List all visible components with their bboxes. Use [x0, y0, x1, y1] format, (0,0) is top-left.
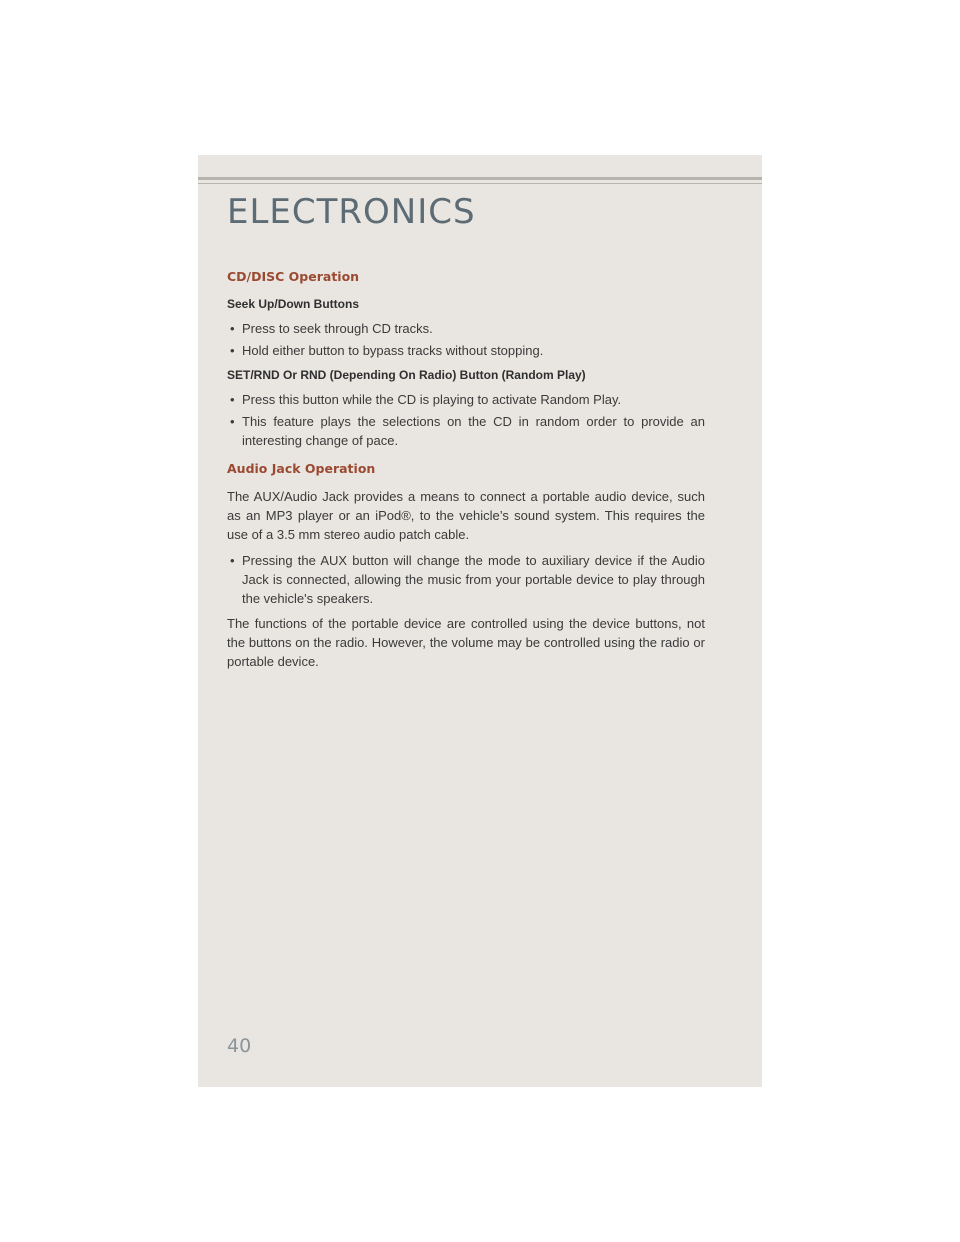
audio-jack-intro: The AUX/Audio Jack provides a means to connect a portable audio device, such as an MP3 player or an iPod®, to the vehicle’s sound system. This requires the use of a 3.5 mm stereo audio patch cable. [227, 489, 705, 542]
list-item [227, 412, 705, 450]
list-item [227, 319, 705, 338]
bullet-list-random [227, 390, 705, 450]
list-item-text: Hold either button to bypass tracks without stopping. [242, 343, 544, 358]
section-title: ELECTRONICS [227, 192, 476, 232]
bullet-icon: • [230, 321, 235, 336]
heading-cd-disc-operation: CD/DISC Operation [227, 269, 360, 284]
bullet-icon: • [230, 392, 235, 407]
subheading-random-play: SET/RND Or RND (Depending On Radio) Button (Random Play) [227, 368, 586, 382]
manual-page [198, 155, 762, 1087]
header-rule-thin [198, 183, 762, 184]
list-item-text: This feature plays the selections on the CD in random order to provide an interesting change of pace. [242, 414, 705, 448]
list-item [227, 390, 705, 409]
heading-audio-jack-operation: Audio Jack Operation [227, 461, 376, 476]
subheading-seek-buttons: Seek Up/Down Buttons [227, 297, 360, 311]
bullet-list-seek [227, 319, 705, 360]
list-item [227, 551, 705, 608]
bullet-icon: • [230, 553, 235, 568]
list-item-text: Pressing the AUX button will change the mode to auxiliary device if the Audio Jack is connected, allowing the music from your portable device to play through the vehicle's speakers. [242, 553, 705, 606]
header-rule [198, 177, 762, 180]
page-content [227, 268, 705, 678]
audio-jack-outro: The functions of the portable device are controlled using the device buttons, not the buttons on the radio. However, the volume may be controlled using the radio or portable device. [227, 616, 705, 669]
list-item-text: Press this button while the CD is playing to activate Random Play. [242, 392, 622, 407]
bullet-icon: • [230, 343, 235, 358]
page-number: 40 [227, 1035, 252, 1057]
list-item-text: Press to seek through CD tracks. [242, 321, 433, 336]
list-item [227, 341, 705, 360]
bullet-icon: • [230, 414, 235, 429]
bullet-list-aux [227, 551, 705, 608]
